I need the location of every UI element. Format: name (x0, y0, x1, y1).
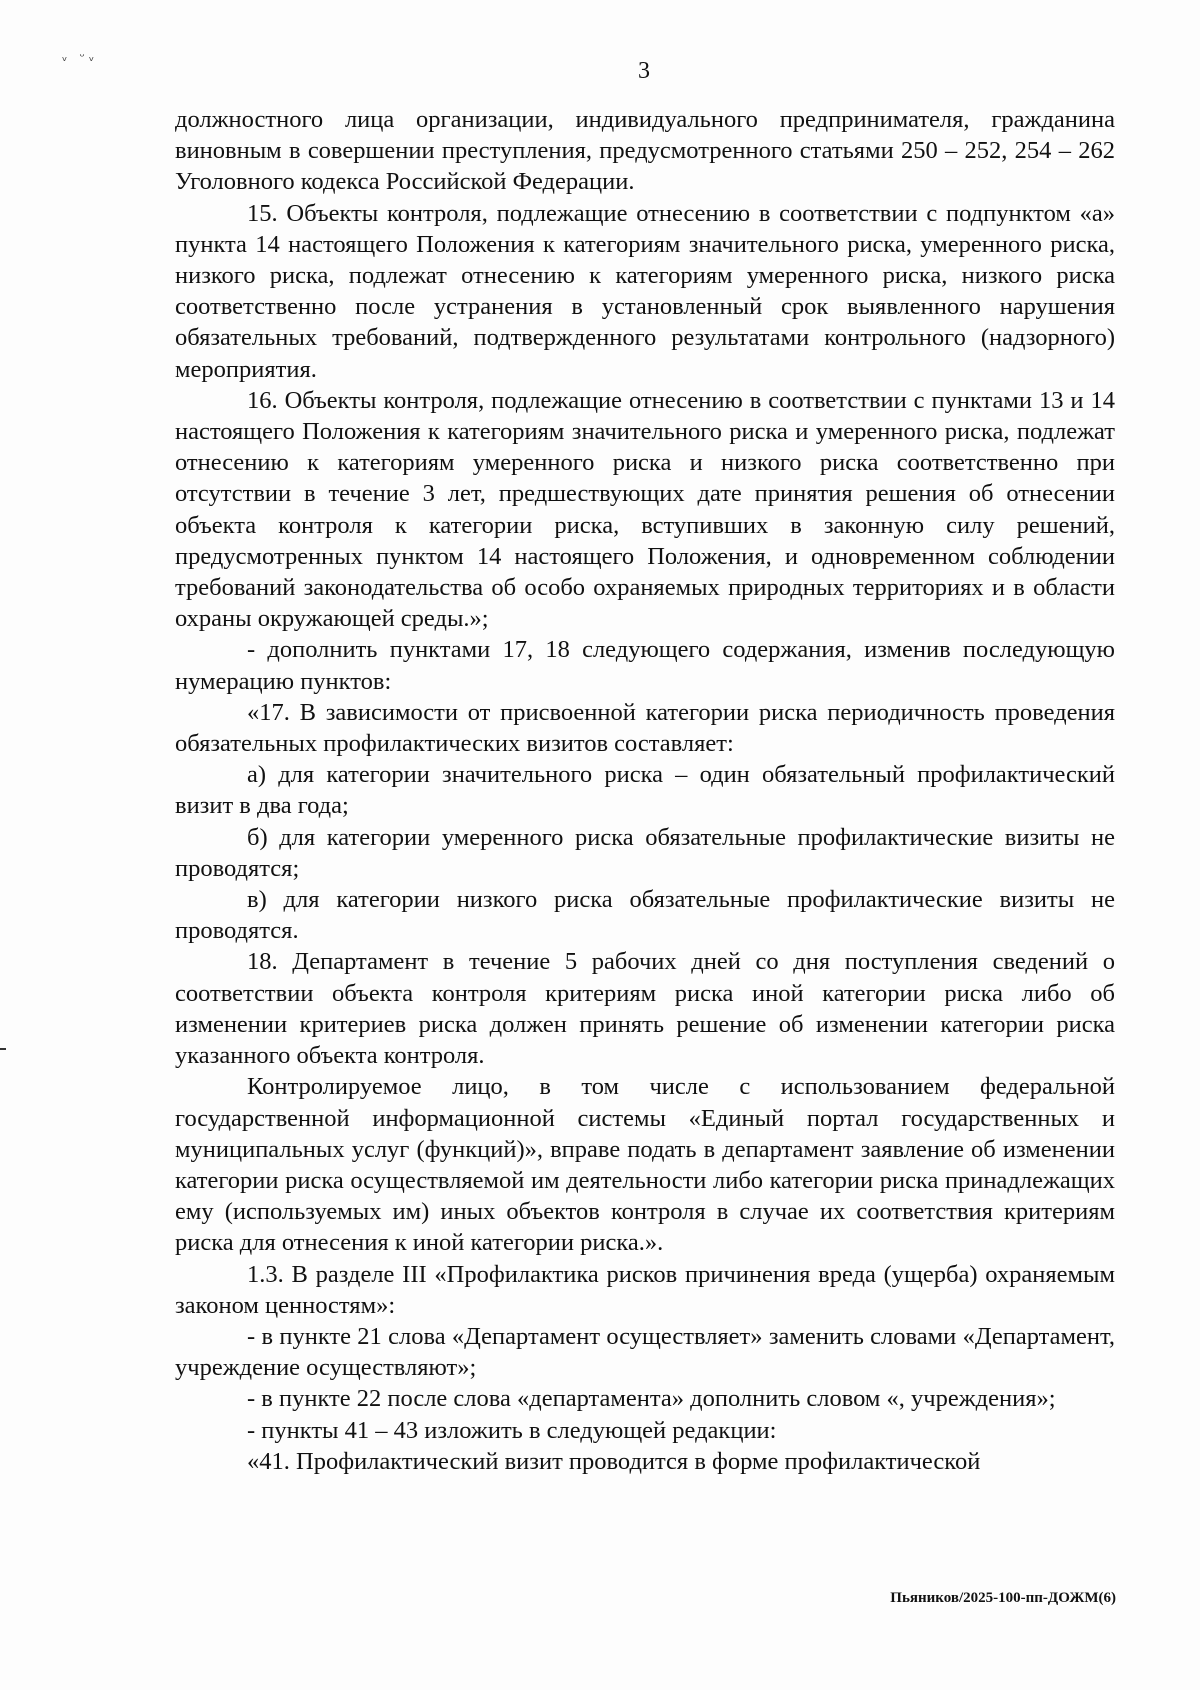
paragraph-item-15: 15. Объекты контроля, подлежащие отнесению в соответствии с подпунктом «а» пункта 14 настоящего Положения к категориям значительного риска, умеренного риска, низкого риска, подлежат отнесению к категориям умеренного риска, низкого риска соответственно после устранения в установленный срок выявленного нарушения обязательных требований, подтвержденного результатами контрольного (надзорного) мероприятия. (175, 199, 1115, 383)
paragraph-item-17-a: а) для категории значительного риска – один обязательный профилактический визит в два года; (175, 761, 1115, 820)
paragraph-item-41: «41. Профилактический визит проводится в форме профилактической (247, 1447, 981, 1475)
paragraph-amendment-items-41-43: - пункты 41 – 43 изложить в следующей редакции: (247, 1416, 777, 1444)
paragraph-amendment-item-22: - в пункте 22 после слова «департамента» дополнить словом «, учреждения»; (247, 1385, 1056, 1413)
document-footer-code: Пьяников/2025-100-пп-ДОЖМ(6) (890, 1590, 1116, 1606)
scan-corner-marks: ᵥ ᵕᵥ (62, 50, 99, 65)
paragraph-amendment-add-17-18: - дополнить пунктами 17, 18 следующего содержания, изменив последующую нумерацию пунктов: (175, 636, 1115, 695)
page-number: 3 (638, 58, 650, 84)
paragraph-controlled-person: Контролируемое лицо, в том числе с использованием федеральной государственной информационной системы «Единый портал государственных и муниципальных услуг (функций)», вправе подать в департамент заявление об изменении категории риска осуществляемой им деятельности либо категории риска принадлежащих ему (используемых им) иных объектов контроля в случае их соответствия критериям риска для отнесения к иной категории риска.». (175, 1073, 1115, 1257)
document-body (175, 104, 1115, 1477)
paragraph-section-1-3: 1.3. В разделе III «Профилактика рисков причинения вреда (ущерба) охраняемым законом ценностям»: (175, 1260, 1115, 1319)
paragraph-item-16: 16. Объекты контроля, подлежащие отнесению в соответствии с пунктами 13 и 14 настоящего Положения к категориям значительного риска и умеренного риска, подлежат отнесению к категориям умеренного риска и низкого риска соответственно при отсутствии в течение 3 лет, предшествующих дате принятия решения об отнесении объекта контроля к категории риска, вступивших в законную силу решений, предусмотренных пунктом 14 настоящего Положения, и одновременном соблюдении требований законодательства об особо охраняемых природных территориях и в области охраны окружающей среды.»; (175, 386, 1115, 633)
paragraph-continuation: должностного лица организации, индивидуального предпринимателя, гражданина виновным в совершении преступления, предусмотренного статьями 250 – 252, 254 – 262 Уголовного кодекса Российской Федерации. (175, 106, 1115, 196)
scan-edge-mark (0, 1048, 6, 1050)
paragraph-item-17-b: б) для категории умеренного риска обязательные профилактические визиты не проводятся; (175, 823, 1115, 882)
paragraph-item-17-v: в) для категории низкого риска обязательные профилактические визиты не проводятся. (175, 886, 1115, 945)
paragraph-amendment-item-21: - в пункте 21 слова «Департамент осуществляет» заменить словами «Департамент, учреждение осуществляют»; (175, 1322, 1115, 1382)
paragraph-item-17: «17. В зависимости от присвоенной категории риска периодичность проведения обязательных профилактических визитов составляет: (175, 698, 1115, 758)
paragraph-item-18: 18. Департамент в течение 5 рабочих дней со дня поступления сведений о соответствии объекта контроля критериям риска иной категории риска либо об изменении критериев риска должен принять решение об изменении категории риска указанного объекта контроля. (175, 948, 1115, 1070)
